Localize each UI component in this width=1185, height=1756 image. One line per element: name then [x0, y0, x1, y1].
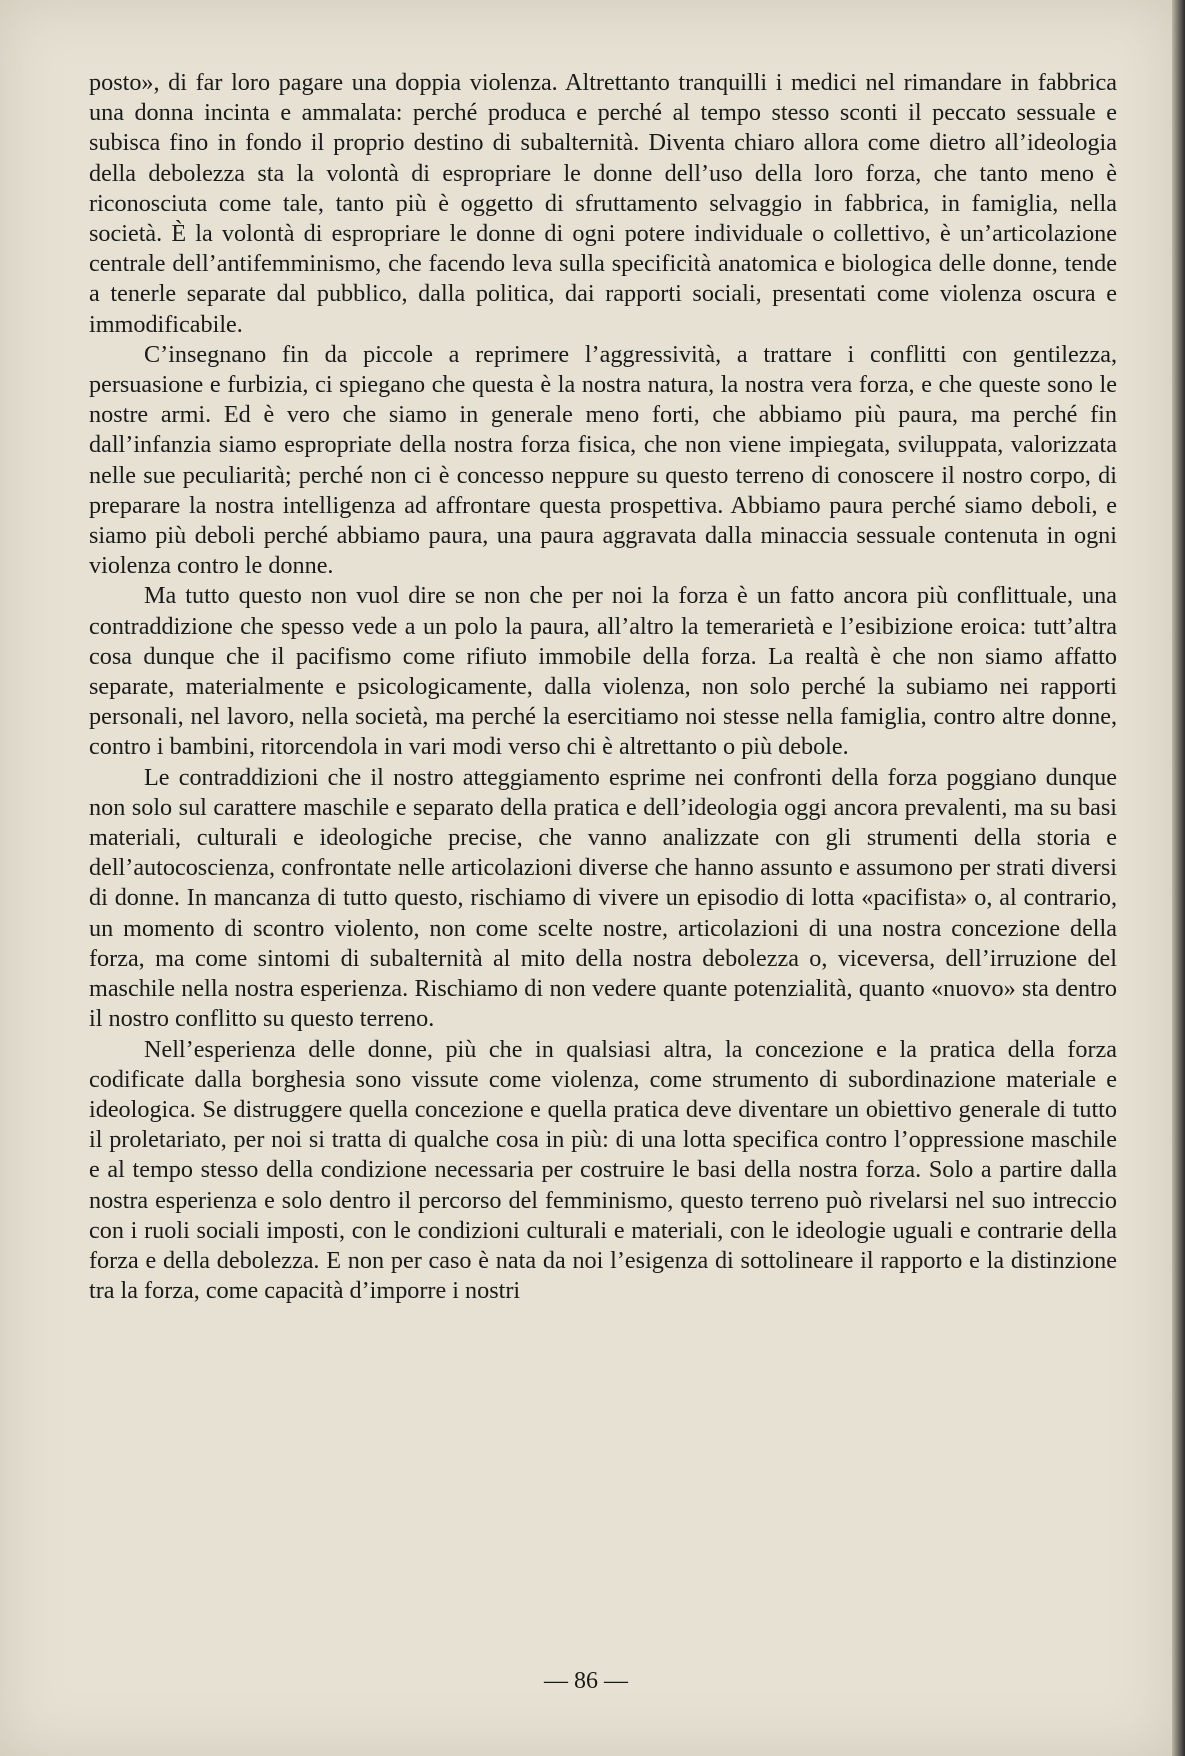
- paragraph-2: C’insegnano fin da piccole a reprimere l’aggressività, a trattare i conflitti con gentilezza, persuasione e furbizia, ci spiegano che questa è la nostra natura, la nostra vera forza, e che queste sono le nostre armi. Ed è vero che siamo in generale meno forti, che abbiamo più paura, ma perché fin dall’infanzia siamo espropriate della nostra forza fisica, che non viene impiegata, sviluppata, valorizzata nelle sue peculiarità; perché non ci è concesso neppure su questo terreno di conoscere il nostro corpo, di preparare la nostra intelligenza ad affrontare questa prospettiva. Abbiamo paura perché siamo deboli, e siamo più deboli perché abbiamo paura, una paura aggravata dalla minaccia sessuale contenuta in ogni violenza contro le donne.: [89, 340, 1117, 580]
- paragraph-1: posto», di far loro pagare una doppia violenza. Altrettanto tranquilli i medici nel rimandare in fabbrica una donna incinta e ammalata: perché produca e perché al tempo stesso sconti il peccato sessuale e subisca fino in fondo il proprio destino di subalternità. Diventa chiaro allora come dietro all’ideologia della debolezza sta la volontà di espropriare le donne dell’uso della loro forza, che tanto meno è riconosciuta come tale, tanto più è oggetto di sfruttamento selvaggio in fabbrica, in famiglia, nella società. È la volontà di espropriare le donne di ogni potere individuale o collettivo, è un’articolazione centrale dell’antifemminismo, che facendo leva sulla specificità anatomica e biologica delle donne, tende a tenerle separate dal pubblico, dalla politica, dai rapporti sociali, presentati come violenza oscura e immodificabile.: [89, 69, 1117, 338]
- page-number: — 86 —: [544, 1668, 628, 1694]
- page-edge-shadow: [1172, 0, 1185, 1756]
- paragraph-4: Le contraddizioni che il nostro atteggiamento esprime nei confronti della forza poggiano dunque non solo sul carattere maschile e separato della pratica e dell’ideologia oggi ancora prevalenti, ma su basi materiali, culturali e ideologiche precise, che vanno analizzate con gli strumenti della storia e dell’autocoscienza, confrontate nelle articolazioni diverse che hanno assunto e assumono per strati diversi di donne. In mancanza di tutto questo, rischiamo di vivere un episodio di lotta «pacifista» o, al contrario, un momento di scontro violento, non come scelte nostre, articolazioni di una nostra concezione della forza, ma come sintomi di subalternità al mito della nostra debolezza o, viceversa, dell’irruzione del maschile nella nostra esperienza. Rischiamo di non vedere quante potenzialità, quanto «nuovo» sta dentro il nostro conflitto su questo terreno.: [89, 763, 1117, 1033]
- body-text: [89, 68, 1117, 1306]
- paragraph-5: Nell’esperienza delle donne, più che in qualsiasi altra, la concezione e la pratica della forza codificate dalla borghesia sono vissute come violenza, come strumento di subordinazione materiale e ideologica. Se distruggere quella concezione e quella pratica deve diventare un obiettivo generale di tutto il proletariato, per noi si tratta di qualche cosa in più: di una lotta specifica contro l’oppressione maschile e al tempo stesso della condizione necessaria per costruire le basi della nostra forza. Solo a partire dalla nostra esperienza e solo dentro il percorso del femminismo, questo terreno può rivelarsi nel suo intreccio con i ruoli sociali imposti, con le condizioni culturali e materiali, con le ideologie uguali e contrarie della forza e della debolezza. E non per caso è nata da noi l’esigenza di sottolineare il rapporto e la distinzione tra la forza, come capacità d’imporre i nostri: [89, 1035, 1117, 1305]
- paragraph-3: Ma tutto questo non vuol dire se non che per noi la forza è un fatto ancora più conflittuale, una contraddizione che spesso vede a un polo la paura, all’altro la temerarietà e l’esibizione eroica: tutt’altra cosa dunque che il pacifismo come rifiuto immobile della forza. La realtà è che non siamo affatto separate, materialmente e psicologicamente, dalla violenza, non solo perché la subiamo nei rapporti personali, nel lavoro, nella società, ma perché la esercitiamo noi stesse nella famiglia, contro altre donne, contro i bambini, ritorcendola in vari modi verso chi è altrettanto o più debole.: [89, 582, 1117, 761]
